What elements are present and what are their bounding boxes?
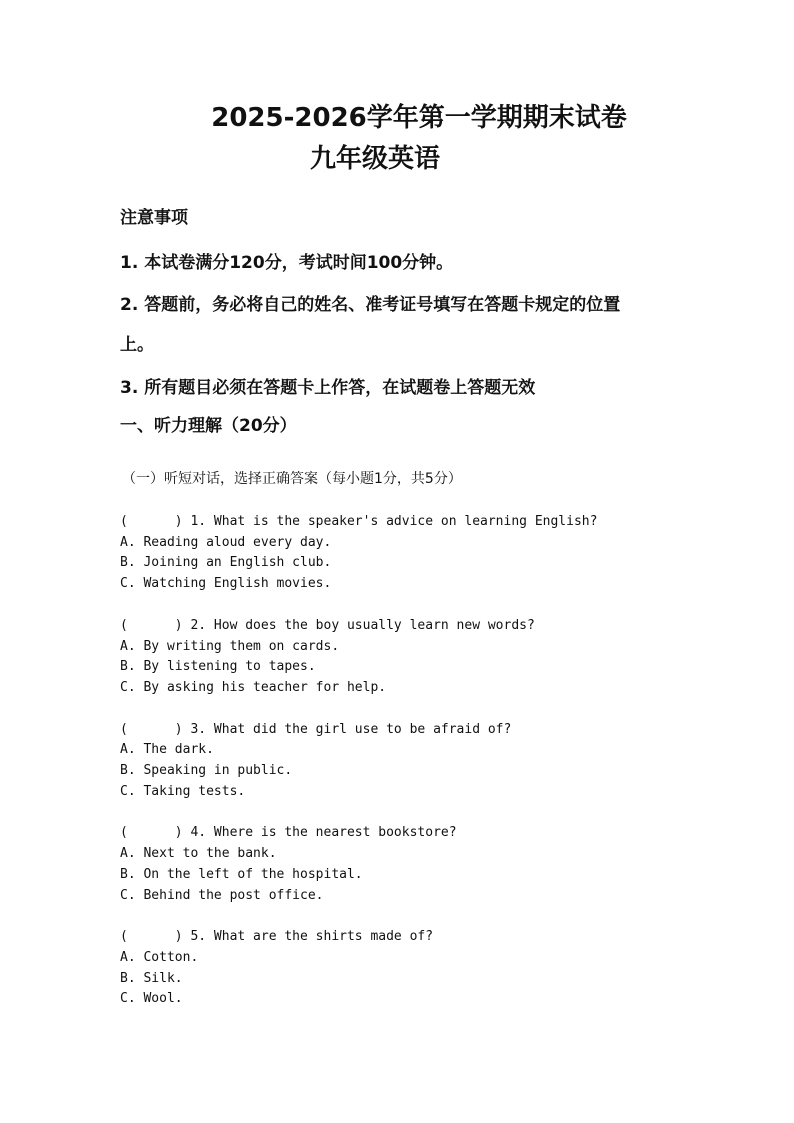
option-c: C. By asking his teacher for help. <box>120 679 387 695</box>
question-stem: ( ) 4. Where is the nearest bookstore? <box>120 825 457 841</box>
option-b: B. Speaking in public. <box>120 763 293 779</box>
question-stem: ( ) 1. What is the speaker's advice on learning English? <box>120 514 598 529</box>
exam-subtitle: 九年级英语 <box>309 144 440 174</box>
question-stem: ( ) 5. What are the shirts made of? <box>120 929 434 945</box>
option-a: A. Reading aloud every day. <box>120 534 332 550</box>
notice-heading: 注意事项 <box>120 208 188 228</box>
question-4 <box>120 823 760 906</box>
question-2 <box>120 616 760 699</box>
option-c: C. Watching English movies. <box>120 576 332 592</box>
option-a: A. The dark. <box>120 742 214 758</box>
part-1-instruction: （一）听短对话，选择正确答案（每小题1分，共5分） <box>122 471 462 487</box>
option-b: B. Joining an English club. <box>120 555 332 571</box>
notice-item-2-line-2: 上。 <box>120 335 154 355</box>
question-1 <box>120 512 760 595</box>
option-c: C. Wool. <box>120 991 183 1007</box>
notice-item-3: 3. 所有题目必须在答题卡上作答，在试题卷上答题无效 <box>120 378 536 398</box>
question-5 <box>120 927 760 1010</box>
option-a: A. Cotton. <box>120 949 199 965</box>
option-c: C. Behind the post office. <box>120 887 324 903</box>
question-stem: ( ) 3. What did the girl use to be afraid of? <box>120 721 512 737</box>
question-list <box>120 512 760 1031</box>
question-3 <box>120 720 760 803</box>
option-a: A. Next to the bank. <box>120 846 277 862</box>
option-b: B. On the left of the hospital. <box>120 866 363 882</box>
notice-item-2-line-1: 2. 答题前，务必将自己的姓名、准考证号填写在答题卡规定的位置 <box>120 295 621 315</box>
option-a: A. By writing them on cards. <box>120 638 340 654</box>
option-b: B. By listening to tapes. <box>120 659 316 675</box>
option-b: B. Silk. <box>120 970 183 986</box>
option-c: C. Taking tests. <box>120 783 246 799</box>
question-stem: ( ) 2. How does the boy usually learn new words? <box>120 617 535 633</box>
exam-title: 2025-2026学年第一学期期末试卷 <box>211 103 627 133</box>
notice-item-1: 1. 本试卷满分120分，考试时间100分钟。 <box>120 253 454 273</box>
section-listening-title: 一、听力理解（20分） <box>120 416 297 436</box>
